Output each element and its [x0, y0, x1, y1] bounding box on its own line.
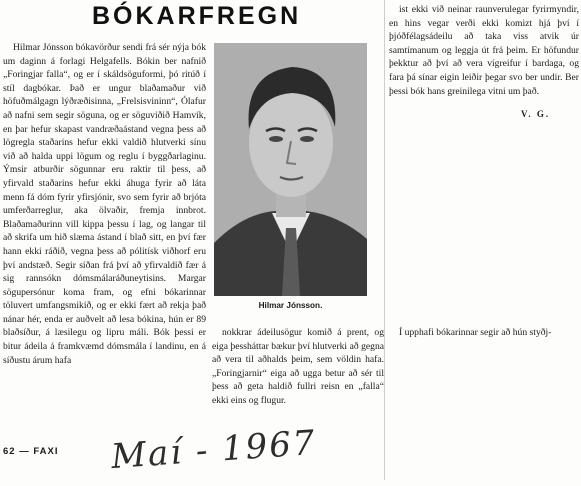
article-column-bottom-right: Í upphafi bókarinnar segir að hún styðj-	[399, 327, 552, 338]
author-portrait-photo	[214, 43, 367, 296]
page-footer: 62 — FAXI	[3, 446, 59, 457]
handwritten-date-note: Maí - 1967	[109, 422, 318, 478]
author-signature: V. G.	[521, 109, 551, 119]
article-title: BÓKARFREGN	[92, 2, 302, 30]
article-column-left: Hilmar Jónsson bókavörður sendi frá sér nýja bók um daginn á forlagi Helgafells. Bókin ber nafnið „Foringjar falla“, og er í skáldsöguformi, þó ritúð í stíl dagbókar. Það er ungur blaðamaður við höfuðmálgagn lýðræðisinna, „Frelsisvininn“, Ólafur að nafni sem segir söguna, og er söguviðið Hamvík, en þar hefur skapast vandræðaástand vegna þess að lögregla staðarins hefur ekki valdið hlutverki sínu við að halda uppi lögum og reglu í byggðarlaginu. Ýmsir atburðir sögunnar eru raktir til þess, að yfirvald staðarins hefur ekki áhuga fyrir að láta menn fá dóm fyrir yfirsjónir, svo sem fyrir að brjóta umferðarreglur, aka ölvaðir, fremja innbrot. Blaðamaðurinn vill kippa þessu í lag, og langar til að skrifa um hið slæma ástand í blað sitt, en því fær hann ekki ráðið, vegna þess að pólitísk viðhorf eru því andstæð. Segir síðan frá því að yfirvaldið fær á sig rannsókn dómsmálaráðuneytisins. Margar sögupersónur koma fram, og efni bókarinnar töluvert umfangsmikið, og er ekki fært að rekja það nánar hér, enda er auðvelt að lesa bókina, hún er 89 blaðsíður, á læsilegu og lipru máli. Bók þessi er bitur ádeila á framkvæmd dómsmála í landinu, en á síðustu árum hafa	[3, 42, 206, 366]
photo-caption: Hilmar Jónsson.	[258, 301, 323, 310]
article-column-bottom-middle: nokkrar ádeilusögur komið á prent, og eiga þessháttar bækur því hlutverki að gegna að vera til aðhalds þeim, sem völdin hafa. „Foringjarnir“ eiga að ugga betur að sér til þess að geta haldið fullri reisn en „falla“ ekki eins og flugur.	[212, 327, 384, 406]
article-column-right-top: ist ekki við neinar raunverulegar fyrirmyndir, en hins vegar verði ekki komizt hjá því í þjóðfélagsádeilu að taka viss atvik úr samtímanum og leggja út frá þeim. Er höfundur þekktur að því að vera vígreifur í bardaga, og fara þá sínar eigin leiðir þegar svo ber undir. Ber þessi bók hans greinilega vitni um það.	[389, 4, 579, 97]
column-divider	[384, 0, 385, 480]
portrait-icon	[214, 43, 367, 296]
